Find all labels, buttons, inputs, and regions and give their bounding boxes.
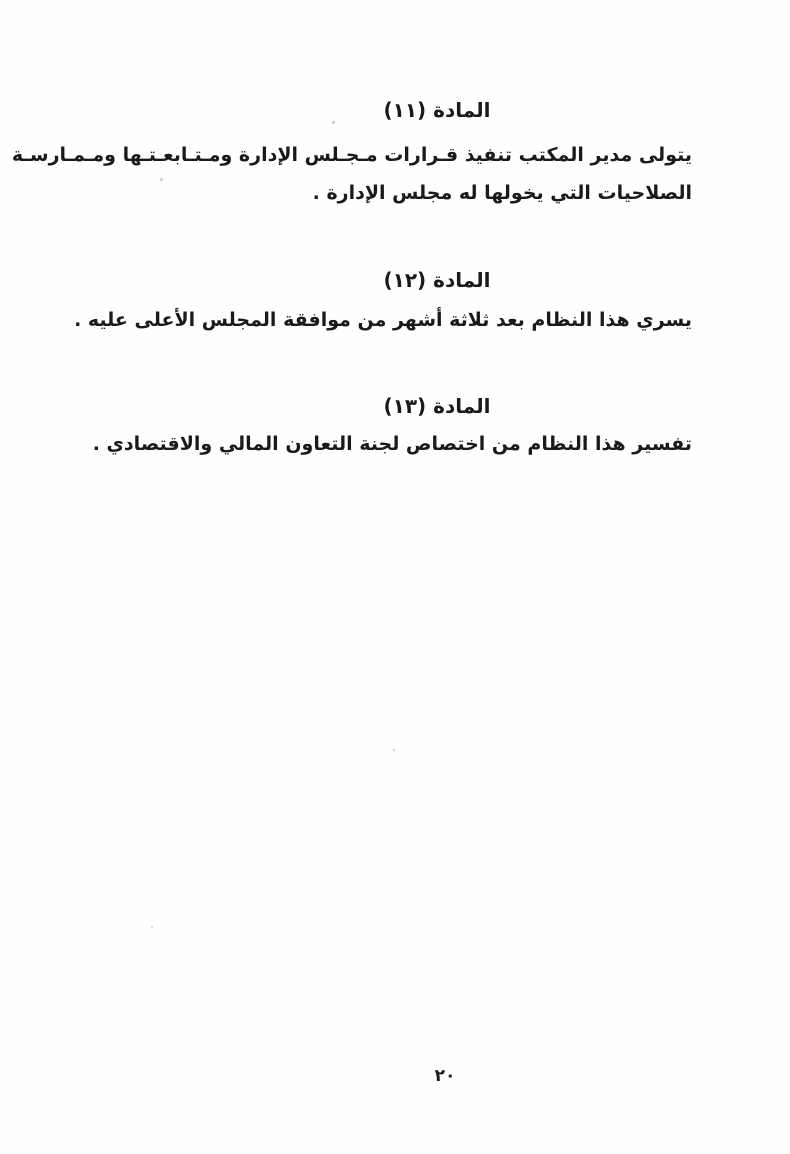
scan-speck	[151, 926, 153, 928]
page-number: ٢٠	[434, 1066, 456, 1086]
article-13-body-line-1: تفسير هذا النظام من اختصاص لجنة التعاون المالي والاقتصادي .	[92, 433, 692, 455]
scan-speck	[393, 749, 395, 751]
article-11-heading: المادة (١١)	[383, 98, 491, 122]
article-11-body-line-1: يتولى مدير المكتب تنفيذ قـرارات مـجـلس الإدارة ومـتـابعـتـها ومـمـارسـة	[11, 144, 692, 166]
scan-speck	[160, 178, 163, 181]
article-13-heading: المادة (١٣)	[383, 394, 491, 418]
scan-speck	[332, 121, 335, 124]
article-12-body-line-1: يسري هذا النظام بعد ثلاثة أشهر من موافقة المجلس الأعلى عليه .	[74, 309, 692, 331]
article-11-body-line-2: الصلاحيات التي يخولها له مجلس الإدارة .	[312, 182, 692, 204]
article-12-heading: المادة (١٢)	[383, 268, 491, 292]
